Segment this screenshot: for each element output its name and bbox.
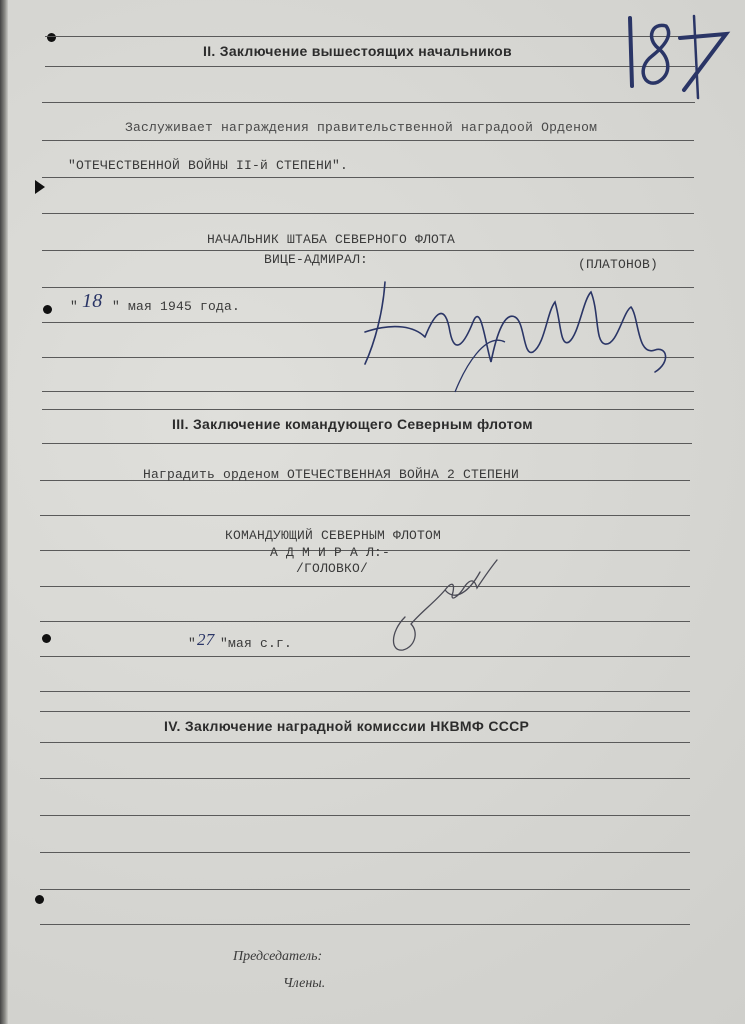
golovko-signature (385, 552, 510, 657)
section3-signer-rank: А Д М И Р А Л:- (270, 545, 391, 560)
section2-text-line2: "ОТЕЧЕСТВЕННОЙ ВОЙНЫ II-й СТЕПЕНИ". (68, 158, 349, 173)
binder-hole (47, 33, 56, 42)
section3-text: Наградить орденом ОТЕЧЕСТВЕННАЯ ВОЙНА 2 СТЕПЕНИ (143, 467, 520, 482)
section2-signer-rank: ВИЦЕ-АДМИРАЛ: (264, 252, 369, 267)
ruled-line (40, 815, 690, 816)
members-label: Члены. (283, 976, 326, 991)
ruled-line (42, 102, 695, 103)
ruled-line (45, 66, 695, 67)
ruled-line (42, 213, 694, 214)
ruled-line (40, 778, 690, 779)
section3-date-rest: "мая с.г. (220, 636, 293, 651)
section2-signer-name: (ПЛАТОНОВ) (578, 257, 659, 272)
ruled-line (40, 852, 690, 853)
section3-date-day: 27 (197, 630, 215, 649)
section2-date-rest: " мая 1945 года. (112, 299, 241, 314)
ruled-line (42, 443, 692, 444)
section2-heading: II. Заключение вышестоящих начальников (203, 43, 512, 59)
ruled-line (42, 177, 694, 178)
platonov-signature (355, 272, 675, 392)
section3-date-quote: " (188, 636, 197, 651)
chairman-label: Председатель: (233, 949, 323, 964)
ruled-line (40, 656, 690, 657)
ruled-line (40, 515, 690, 516)
ruled-line (40, 711, 690, 712)
ruled-line (42, 409, 694, 410)
ruled-line (40, 621, 690, 622)
section3-signer-title: КОМАНДУЮЩИЙ СЕВЕРНЫМ ФЛОТОМ (225, 528, 442, 543)
ruled-line (45, 36, 705, 37)
section2-date-day: 18 (82, 290, 103, 312)
section3-signer-name: /ГОЛОВКО/ (296, 561, 369, 576)
section2-text-line1: Заслуживает награждения правительственной наградоой Орденом (125, 120, 598, 135)
ruled-line (42, 250, 694, 251)
ruled-line (40, 586, 690, 587)
section3-heading: III. Заключение командующего Северным флотом (172, 416, 533, 432)
binder-hole (43, 305, 52, 314)
section4-heading: IV. Заключение наградной комиссии НКВМФ СССР (164, 718, 530, 734)
section2-signer-title: НАЧАЛЬНИК ШТАБА СЕВЕРНОГО ФЛОТА (207, 232, 456, 247)
ruled-line (40, 889, 690, 890)
binder-notch (35, 180, 45, 194)
section2-date-quote: " (70, 299, 79, 314)
binder-hole (42, 634, 51, 643)
ruled-line (42, 140, 694, 141)
ruled-line (40, 924, 690, 925)
page-left-edge (0, 0, 8, 1024)
ruled-line (40, 691, 690, 692)
binder-hole (35, 895, 44, 904)
archive-number-handwritten (622, 8, 732, 103)
ruled-line (40, 742, 690, 743)
